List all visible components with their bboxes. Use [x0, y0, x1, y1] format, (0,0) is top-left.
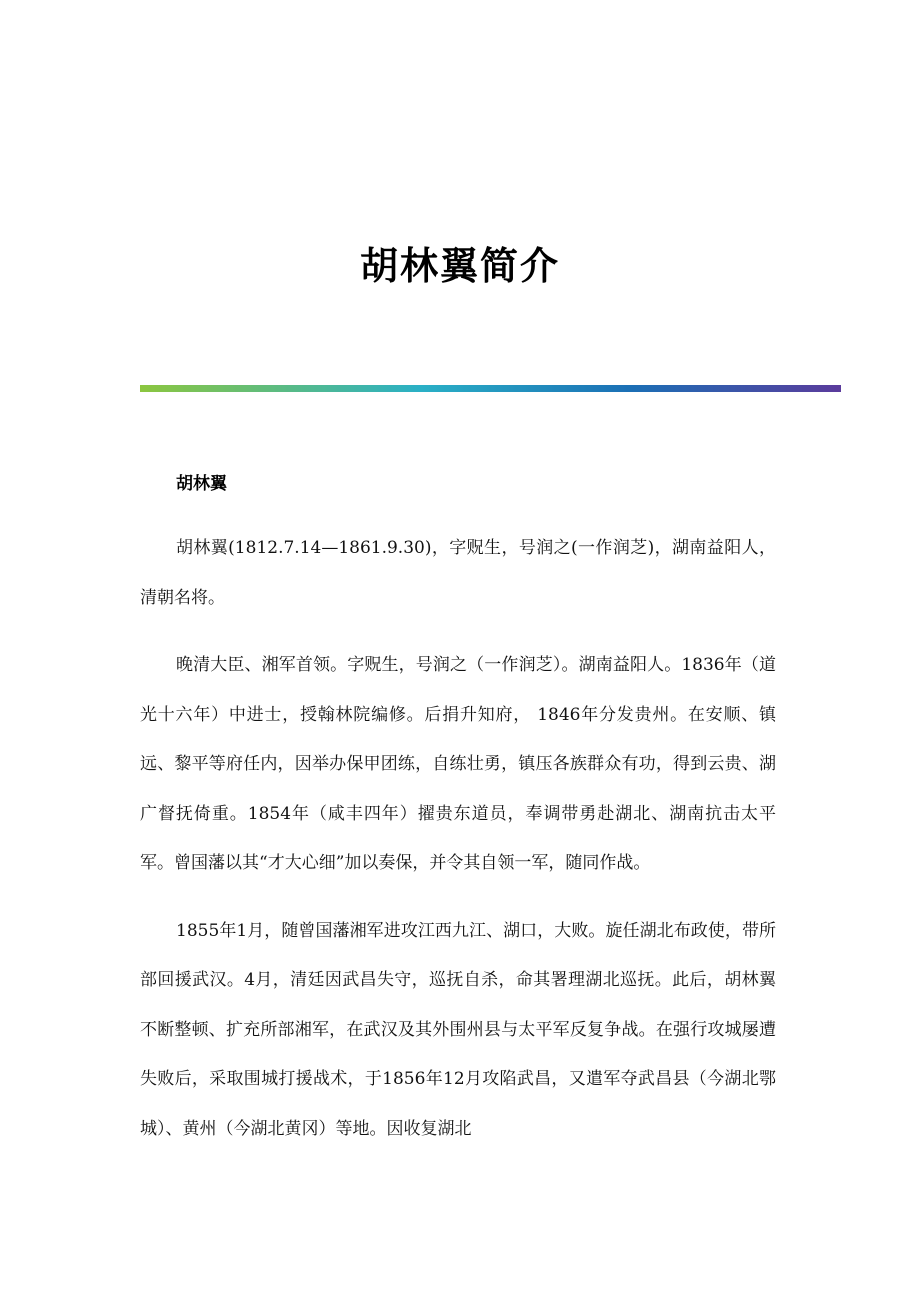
- paragraph-campaign: 1855年1月，随曾国藩湘军进攻江西九江、湖口，大败。旋任湖北布政使，带所部回援武汉。4月，清廷因武昌失守，巡抚自杀，命其署理湖北巡抚。此后，胡林翼不断整顿、扩充所部湘军，在武汉及其外围州县与太平军反复争战。在强行攻城屡遭失败后，采取围城打援战术，于1856年12月攻陷武昌，又遣军夺武昌县（今湖北鄂城）、黄州（今湖北黄冈）等地。因收复湖北: [140, 920, 776, 1139]
- gradient-divider: [140, 385, 841, 392]
- page-title: 胡林翼简介: [359, 243, 560, 289]
- document-body: [140, 462, 776, 1172]
- paragraph-career: 晚清大臣、湘军首领。字贶生，号润之（一作润芝）。湖南益阳人。1836年（道光十六年）中进士，授翰林院编修。后捐升知府， 1846年分发贵州。在安顺、镇远、黎平等府任内，因举办保甲团练，自练壮勇，镇压各族群众有功，得到云贵、湖广督抚倚重。1854年（咸丰四年）擢贵东道员，奉调带勇赴湖北、湖南抗击太平军。曾国藩以其“才大心细”加以奏保，并令其自领一军，随同作战。: [140, 655, 776, 873]
- paragraph-intro: 胡林翼(1812.7.14—1861.9.30)，字贶生，号润之(一作润芝)，湖南益阳人，清朝名将。: [140, 538, 776, 608]
- section-heading: 胡林翼: [176, 474, 227, 494]
